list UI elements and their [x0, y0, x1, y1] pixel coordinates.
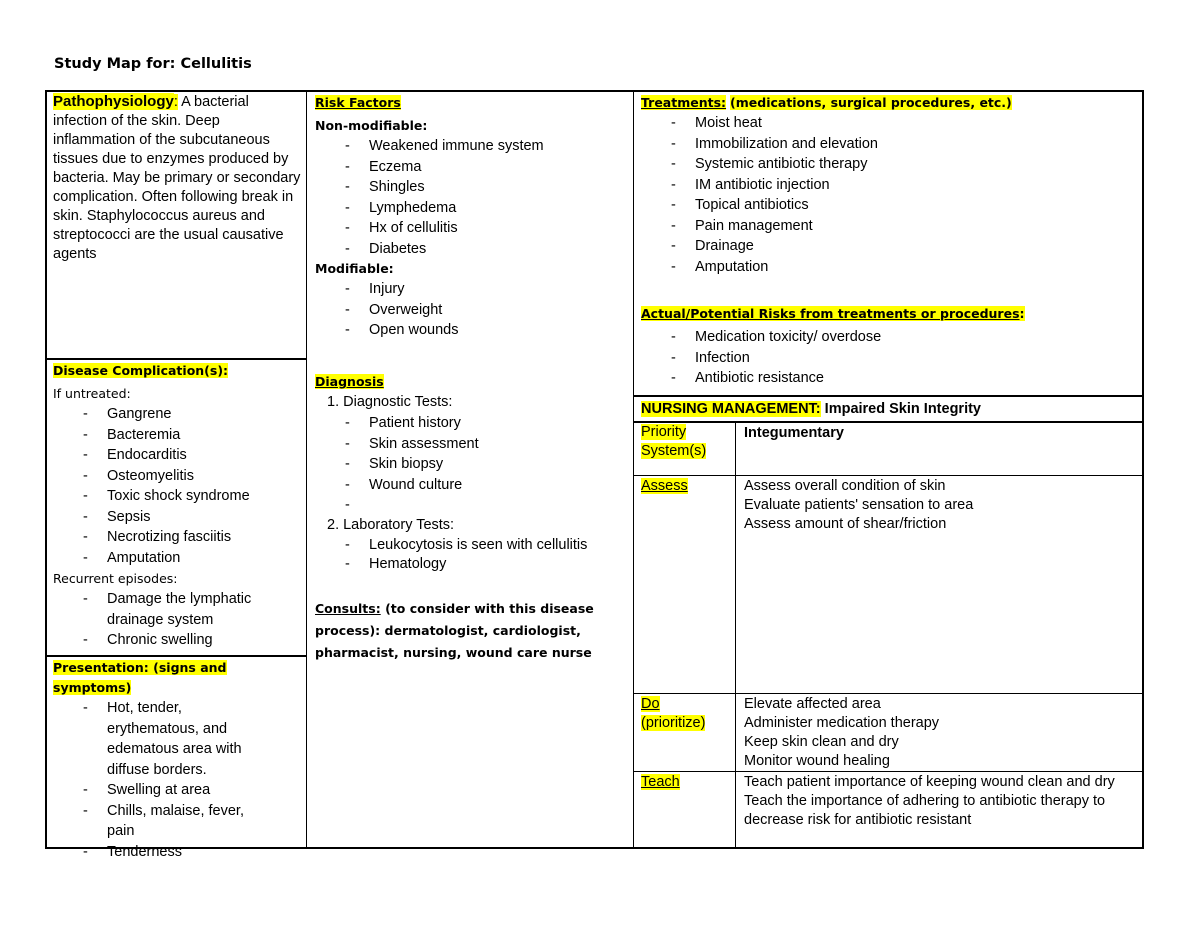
- page-title: Study Map for: Cellulitis: [54, 56, 252, 72]
- pathophysiology-cell: [53, 92, 301, 264]
- col-divider-2: [633, 90, 634, 849]
- laboratory-tests-label: 2. Laboratory Tests:: [327, 517, 455, 533]
- laboratory-tests-list: [315, 536, 630, 574]
- presentation-label: Presentation: (signs and symptoms): [53, 660, 227, 695]
- list-item: - Endocarditis: [53, 445, 303, 466]
- list-item: - Patient history: [315, 413, 630, 434]
- list-item: - Shingles: [315, 177, 630, 198]
- list-item: - Drainage: [641, 236, 1136, 257]
- consults-text: (to consider with this disease process): dermatologist, cardiologist, pharmacist, nursing, wound care nurse: [315, 601, 594, 660]
- list-item: - Osteomyelitis: [53, 466, 303, 487]
- teach-label-cell: [641, 773, 731, 792]
- recurrent-list: [53, 589, 283, 651]
- mod-label: Modifiable:: [315, 261, 394, 276]
- list-item: - Damage the lymphatic drainage system: [53, 589, 283, 630]
- do-sub-label: (prioritize): [641, 715, 706, 731]
- nursing-diagnosis: Impaired Skin Integrity: [824, 401, 981, 417]
- list-item: - Amputation: [53, 548, 303, 569]
- list-item: - Medication toxicity/ overdose: [641, 327, 1136, 348]
- list-item: - Wound culture: [315, 475, 630, 496]
- list-item: - Toxic shock syndrome: [53, 486, 303, 507]
- untreated-label: If untreated:: [53, 386, 131, 401]
- assess-label: Assess: [641, 478, 688, 494]
- list-item: - Leukocytosis is seen with cellulitis: [315, 536, 630, 555]
- untreated-list: [53, 404, 303, 568]
- risk-factors-cell: [315, 93, 630, 341]
- presentation-list: [53, 698, 273, 862]
- left-row-divider-1: [45, 358, 307, 360]
- pathophysiology-text: A bacterial infection of the skin. Deep inflammation of the subcutaneous tissues due to enzymes produced by bacteria. May be primary or secondary complication. Often following break in skin. Staphylococcus aureus and streptococci are the usual causative agents: [53, 94, 301, 262]
- list-item: - Tenderness: [53, 842, 273, 863]
- teach-list: [744, 773, 1124, 830]
- list-item: - Weakened immune system: [315, 136, 630, 157]
- pathophysiology-label: Pathophysiology: [53, 93, 174, 110]
- treatments-list: [641, 113, 1136, 277]
- list-item: - Injury: [315, 279, 630, 300]
- treatments-sub: (medications, surgical procedures, etc.): [730, 95, 1012, 110]
- diagnosis-cell: [315, 372, 630, 574]
- left-row-divider-2: [45, 655, 307, 657]
- list-item: Evaluate patients' sensation to area: [744, 497, 974, 513]
- list-item: Monitor wound healing: [744, 753, 890, 769]
- do-label: Do: [641, 696, 660, 712]
- teach-label: Teach: [641, 774, 680, 790]
- list-item: Keep skin clean and dry: [744, 734, 899, 750]
- priority-value: Integumentary: [744, 425, 844, 441]
- col-divider-1: [306, 90, 307, 849]
- list-item: - Open wounds: [315, 320, 630, 341]
- list-item: - Eczema: [315, 157, 630, 178]
- list-item: Assess overall condition of skin: [744, 478, 946, 494]
- nonmod-label: Non-modifiable:: [315, 118, 428, 133]
- nursing-top-line: [633, 395, 1144, 397]
- list-item: Administer medication therapy: [744, 715, 940, 731]
- do-line: [633, 771, 1144, 772]
- list-item: - Antibiotic resistance: [641, 368, 1136, 389]
- diagnostic-tests-list: [315, 413, 630, 515]
- list-item: - Hx of cellulitis: [315, 218, 630, 239]
- list-item: Elevate affected area: [744, 696, 881, 712]
- list-item: - Pain management: [641, 216, 1136, 237]
- nonmod-list: [315, 136, 630, 259]
- list-item: - Immobilization and elevation: [641, 134, 1136, 155]
- list-item: - Hot, tender, erythematous, and edematous area with diffuse borders.: [53, 698, 273, 780]
- treatment-risks-label: Actual/Potential Risks from treatments or procedures: [641, 306, 1020, 321]
- outer-border-left: [45, 90, 47, 849]
- list-item: - Diabetes: [315, 239, 630, 260]
- list-item: - Swelling at area: [53, 780, 273, 801]
- list-item: - Topical antibiotics: [641, 195, 1136, 216]
- do-list: [744, 695, 1136, 771]
- list-item: - Chronic swelling: [53, 630, 283, 651]
- assess-line: [633, 693, 1144, 694]
- priority-label-cell: [641, 423, 731, 461]
- list-item: - Lymphedema: [315, 198, 630, 219]
- treatment-risks-colon: :: [1019, 306, 1025, 321]
- treatment-risks-list: [641, 327, 1136, 389]
- treatment-risks-cell: [641, 304, 1136, 389]
- list-item: - Moist heat: [641, 113, 1136, 134]
- list-item: - Necrotizing fasciitis: [53, 527, 303, 548]
- list-item: Teach the importance of adhering to antibiotic therapy to decrease risk for antibiotic resistant: [744, 793, 1106, 828]
- list-item: - Overweight: [315, 300, 630, 321]
- assess-label-cell: [641, 477, 731, 496]
- complications-cell: [53, 361, 303, 651]
- mod-list: [315, 279, 630, 341]
- diagnosis-label: Diagnosis: [315, 374, 384, 389]
- recurrent-label: Recurrent episodes:: [53, 571, 178, 586]
- list-item: - IM antibiotic injection: [641, 175, 1136, 196]
- presentation-cell: [53, 658, 303, 862]
- list-item: Teach patient importance of keeping wound clean and dry: [744, 774, 1115, 790]
- list-item: - Systemic antibiotic therapy: [641, 154, 1136, 175]
- list-item: - Chills, malaise, fever, pain: [53, 801, 273, 842]
- list-item: - Skin biopsy: [315, 454, 630, 475]
- pathophysiology-colon: :: [173, 94, 178, 110]
- consults-cell: [315, 598, 615, 664]
- list-item: - Amputation: [641, 257, 1136, 278]
- treatments-cell: [641, 93, 1136, 277]
- list-item: - Skin assessment: [315, 434, 630, 455]
- list-item: - Infection: [641, 348, 1136, 369]
- list-item: [315, 495, 630, 515]
- consults-label: Consults:: [315, 601, 381, 616]
- outer-border-right: [1142, 90, 1144, 397]
- risk-factors-label: Risk Factors: [315, 95, 401, 110]
- treatments-label: Treatments:: [641, 95, 727, 110]
- complications-label: Disease Complication(s):: [53, 363, 229, 378]
- diagnostic-tests-label: 1. Diagnostic Tests:: [327, 394, 453, 410]
- nursing-label: NURSING MANAGEMENT:: [641, 401, 821, 417]
- nursing-inner-divider: [735, 421, 736, 849]
- list-item: - Sepsis: [53, 507, 303, 528]
- list-item: - Bacteremia: [53, 425, 303, 446]
- priority-line: [633, 475, 1144, 476]
- nursing-right-border: [1142, 395, 1144, 849]
- assess-list: [744, 477, 1136, 534]
- list-item: Assess amount of shear/friction: [744, 516, 947, 532]
- do-label-cell: [641, 695, 733, 733]
- nursing-header: [641, 399, 1136, 419]
- list-item: - Gangrene: [53, 404, 303, 425]
- list-item: - Hematology: [315, 555, 630, 574]
- priority-label: Priority System(s): [641, 424, 707, 459]
